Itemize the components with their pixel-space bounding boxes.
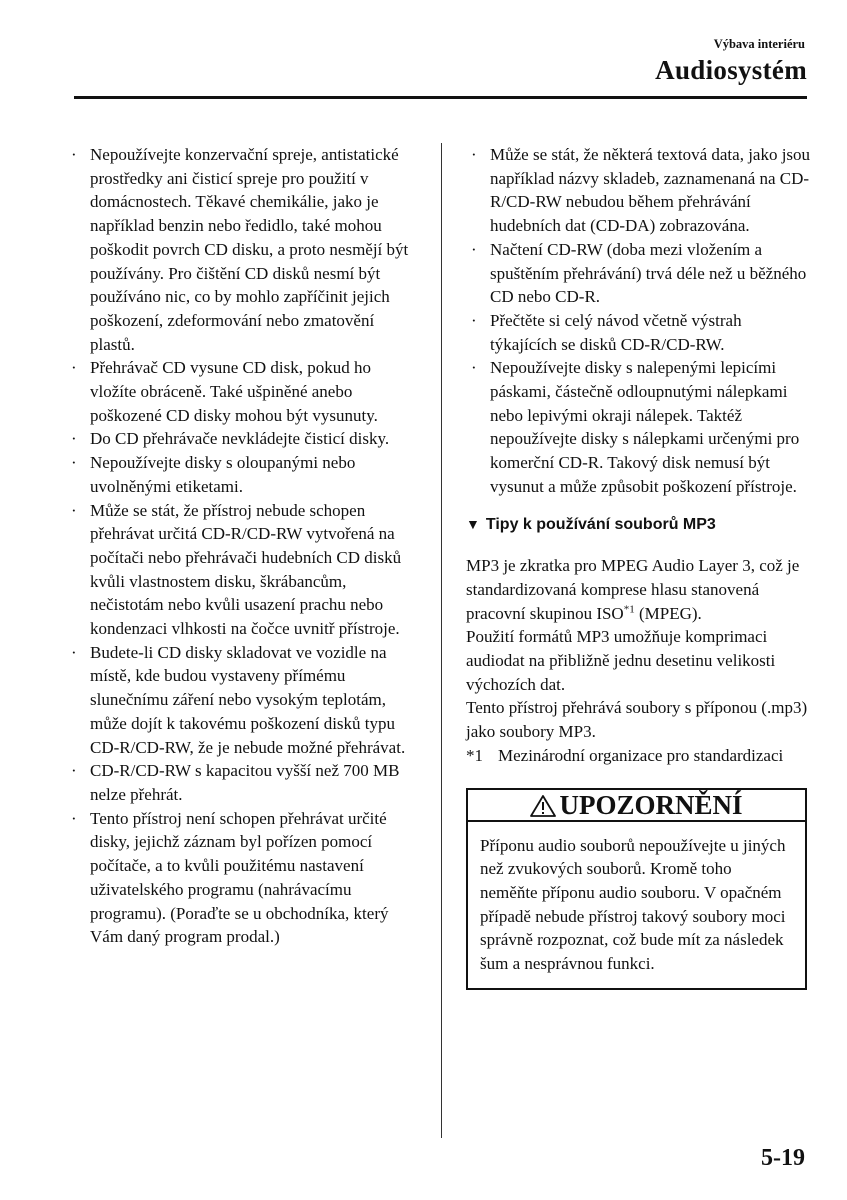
list-item-text: Načtení CD-RW (doba mezi vložením a spuštěním přehrávání) trvá déle než u běžného CD nebo CD-R. <box>490 239 807 307</box>
list-item <box>66 356 421 427</box>
bullet-marker: · <box>71 145 77 164</box>
footnote-reference: *1 <box>623 603 635 615</box>
list-item-text: Nepoužívejte konzervační spreje, antistatické prostředky ani čisticí spreje pro použití v domácnostech. Těkavé chemikálie, jako je například benzin nebo ředidlo, také mohou poškodit povrch CD disku, a proto nesmějí být používány. Pro čištění CD disků nesmí být používáno nic, co by mohlo zapříčinit jejich poškození, zdeformování nebo zmatovění plastů. <box>90 145 409 354</box>
list-item <box>66 759 421 806</box>
bullet-marker: · <box>71 500 77 520</box>
bullet-marker: · <box>71 429 77 449</box>
list-item <box>66 641 421 760</box>
bullet-marker: · <box>71 761 77 781</box>
bullet-marker: · <box>71 453 77 473</box>
list-item-text: CD-R/CD-RW s kapacitou vyšší než 700 MB nelze přehrát. <box>90 761 400 804</box>
mp3-tips-heading-text: Tipy k používání souborů MP3 <box>485 515 716 533</box>
left-bullet-list <box>66 143 421 949</box>
list-item <box>66 807 421 949</box>
bullet-marker: · <box>471 310 477 330</box>
right-bullet-list <box>466 143 811 499</box>
column-divider <box>441 143 442 1138</box>
caution-title: UPOZORNĚNÍ <box>559 789 743 820</box>
list-item-text: Přehrávač CD vysune CD disk, pokud ho vložíte obráceně. Také ušpiněné anebo poškozené CD disky mohou být vysunuty. <box>90 358 378 425</box>
header-section-label: Výbava interiéru <box>713 37 805 51</box>
list-item <box>466 143 811 238</box>
bullet-marker: · <box>471 358 477 378</box>
mp3-tips-heading <box>466 513 811 537</box>
bullet-marker: · <box>471 239 477 259</box>
mp3-paragraph-1 <box>466 554 811 625</box>
page-title: Audiosystém <box>655 55 807 85</box>
bullet-marker: · <box>471 145 477 164</box>
bullet-marker: · <box>71 808 77 828</box>
list-item-text: Může se stát, že některá textová data, jako jsou například názvy skladeb, zaznamenaná na CD-R/CD-RW nebudou během přehrávání hudebních dat (CD-DA) zobrazována. <box>490 145 811 236</box>
triangle-down-icon: ▼ <box>466 515 480 532</box>
caution-body: Příponu audio souborů nepoužívejte u jiných než zvukových souborů. Kromě toho neměňte příponu audio souboru. V opačném případě nebude přístroj takový soubory moci správně rozpoznat, což bude mít za následek šum a nesprávnou funkci. <box>480 835 786 974</box>
mp3-paragraph-1-tail: (MPEG). <box>634 603 702 623</box>
list-item <box>466 238 811 309</box>
list-item-text: Nepoužívejte disky s nalepenými lepicími páskami, částečně odloupnutými nálepkami nebo lepivými okraji nálepek. Taktéž nepoužívejte disky s nálepkami určenými pro komerční CD-R. Takový disk nemusí být vysunut a může způsobit poškození přístroje. <box>490 358 800 496</box>
list-item-text: Přečtěte si celý návod včetně výstrah týkajících se disků CD-R/CD-RW. <box>490 310 742 354</box>
bullet-marker: · <box>71 642 77 662</box>
caution-header <box>468 790 805 822</box>
list-item <box>66 143 421 356</box>
list-item-text: Budete-li CD disky skladovat ve vozidle na místě, kde budou vystaveny přímému slunečnímu záření nebo vysokým teplotám, může dojít k takovému poškození disků typu CD-R/CD-RW, že je nebude možné přehrávat. <box>90 642 406 757</box>
list-item-text: Může se stát, že přístroj nebude schopen přehrávat určitá CD-R/CD-RW vytvořená na počítači nebo přehrávači hudebních CD disků kvůli vlastnostem disku, škrábancům, nečistotám nebo kvůli usazení prachu nebo kondenzaci vlhkosti na čočce uvnitř přístroje. <box>90 500 402 639</box>
right-column <box>466 143 811 990</box>
list-item <box>66 427 421 451</box>
list-item <box>466 356 811 498</box>
caution-box <box>466 788 807 990</box>
footnote-mark: *1 <box>466 745 483 765</box>
header-rule <box>74 96 807 99</box>
list-item <box>466 309 811 356</box>
page-number: 5-19 <box>761 1145 805 1171</box>
mp3-paragraph-1-text: MP3 je zkratka pro MPEG Audio Layer 3, což je standardizovaná komprese hlasu stanovená pracovní skupinou ISO <box>466 556 800 623</box>
left-column <box>66 143 421 949</box>
bullet-marker: · <box>71 358 77 378</box>
list-item-text: Do CD přehrávače nevkládejte čisticí disky. <box>90 429 390 449</box>
list-item-text: Nepoužívejte disky s oloupanými nebo uvolněnými etiketami. <box>90 453 356 496</box>
list-item <box>66 499 421 641</box>
warning-triangle-icon <box>530 794 556 818</box>
list-item <box>66 451 421 498</box>
footnote <box>466 744 811 768</box>
list-item-text: Tento přístroj není schopen přehrávat určité disky, jejichž záznam byl pořízen pomocí počítače, a to kvůli použitému nastavení uživatelského programu (nahrávacímu programu). (Poraďte se u obchodníka, který Vám daný program prodal.) <box>90 808 389 947</box>
mp3-paragraph-3: Tento přístroj přehrává soubory s příponou (.mp3) jako soubory MP3. <box>466 698 808 742</box>
footnote-text: Mezinárodní organizace pro standardizaci <box>498 745 784 765</box>
mp3-paragraph-2: Použití formátů MP3 umožňuje komprimaci audiodat na přibližně jednu desetinu velikosti výchozích dat. <box>466 627 776 694</box>
